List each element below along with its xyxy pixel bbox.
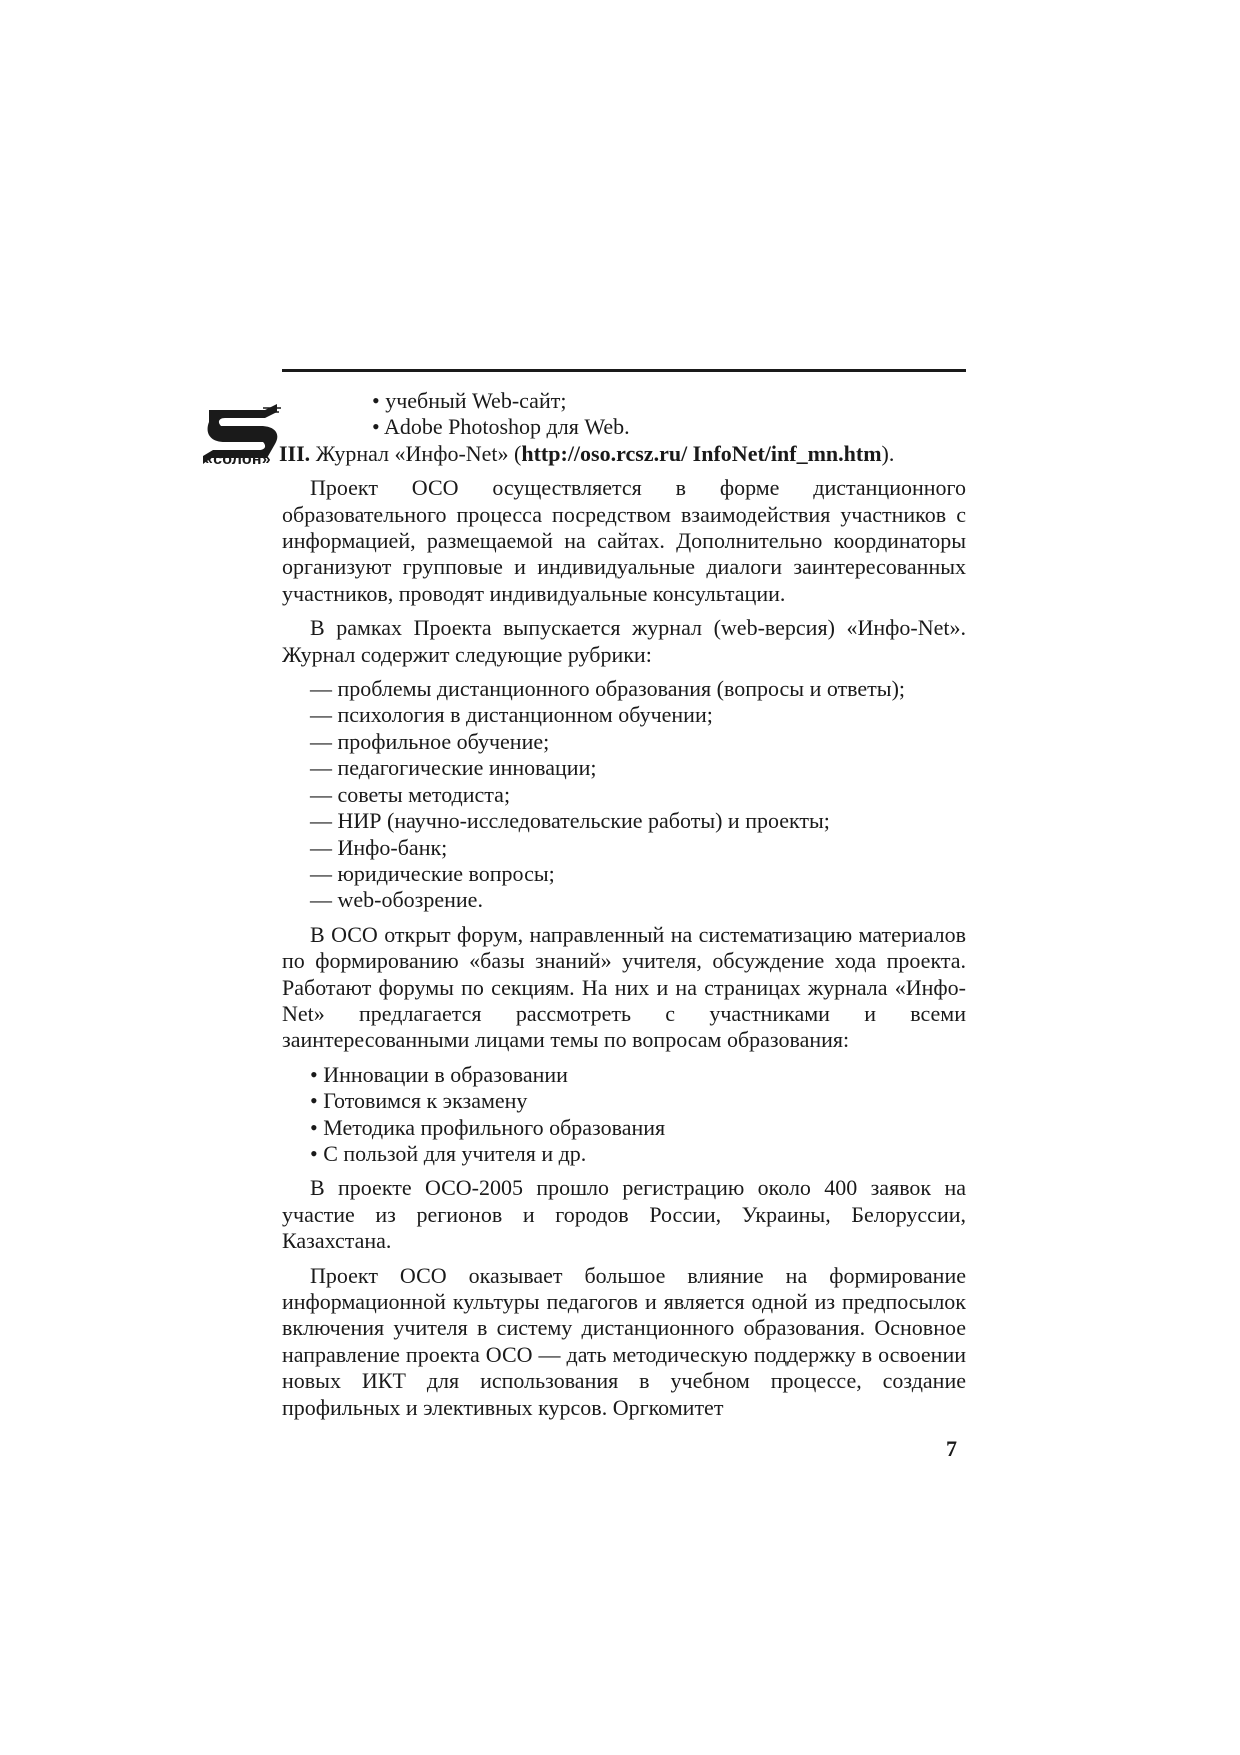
list-item: • Инновации в образовании <box>310 1062 966 1088</box>
section-title: Журнал «Инфо-Net» ( <box>310 440 522 466</box>
list-item: — советы методиста; <box>310 782 966 808</box>
list-item: • Готовимся к экзамену <box>310 1088 966 1114</box>
list-item: • Методика профильного образования <box>310 1115 966 1141</box>
list-item: — психология в дистанционном обучении; <box>310 702 966 728</box>
forum-topic-list <box>282 1062 966 1168</box>
rubric-list <box>282 676 966 914</box>
paragraph: В ОСО открыт форум, направленный на систематизацию материалов по формированию «базы знаний» учителя, обсуждение хода проекта. Работают форумы по секциям. На них и на страницах журнала «Инфо-Net» предлагается рассмотреть с участниками и всеми заинтересованными лицами темы по вопросам образования: <box>282 921 966 1053</box>
journal-url-link[interactable]: http://oso.rcsz.ru/ InfoNet/inf_mn.htm <box>521 440 882 466</box>
paragraph: В проекте ОСО-2005 прошло регистрацию около 400 заявок на участие из регионов и городов России, Украины, Белоруссии, Казахстана. <box>282 1175 966 1254</box>
top-rule <box>282 369 966 372</box>
list-item: — web-обозрение. <box>310 887 966 913</box>
list-item: • С пользой для учителя и др. <box>310 1141 966 1167</box>
page-number: 7 <box>946 1436 957 1461</box>
list-item: — профильное обучение; <box>310 729 966 755</box>
paragraph: В рамках Проекта выпускается журнал (web-версия) «Инфо-Net». Журнал содержит следующие рубрики: <box>282 615 966 667</box>
paragraph: Проект ОСО оказывает большое влияние на формирование информационной культуры педагогов и является одной из предпосылок включения учителя в систему дистанционного образования. Основное направление проекта ОСО — дать методическую поддержку в освоении новых ИКТ для использования в учебном процессе, создание профильных и элективных курсов. Оргкомитет <box>282 1262 966 1420</box>
list-item: — проблемы дистанционного образования (вопросы и ответы); <box>310 676 966 702</box>
list-item: — Инфо-банк; <box>310 835 966 861</box>
section-heading <box>279 441 963 467</box>
list-item: — НИР (научно-исследовательские работы) и проекты; <box>310 808 966 834</box>
publisher-logo-text: «солон» <box>204 451 271 468</box>
list-item: — педагогические инновации; <box>310 755 966 781</box>
bullet-item: • Adobe Photoshop для Web. <box>372 414 630 440</box>
page-content <box>279 388 966 1429</box>
section-number: III. <box>279 440 311 466</box>
section-title-end: ). <box>881 440 895 466</box>
bullet-item: • учебный Web-сайт; <box>372 388 567 413</box>
list-item: — юридические вопросы; <box>310 861 966 887</box>
paragraph: Проект ОСО осуществляется в форме дистанционного образовательного процесса посредством взаимодействия участников с информацией, размещаемой на сайтах. Дополнительно координаторы организуют групповые и индивидуальные диалоги заинтересованных участников, проводят индивидуальные консультации. <box>282 475 966 606</box>
